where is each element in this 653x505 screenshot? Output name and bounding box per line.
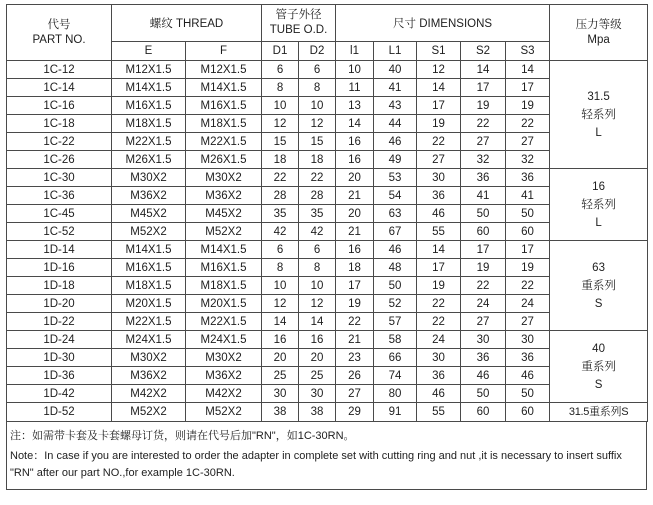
cell-part-no: 1C-22 [7, 133, 112, 151]
cell-dim-l1: 91 [374, 403, 417, 422]
cell-part-no: 1C-18 [7, 115, 112, 133]
cell-dim-s3: 41 [506, 187, 550, 205]
cell-dim-s2: 60 [461, 403, 506, 422]
cell-tube-d2: 25 [299, 367, 336, 385]
cell-tube-d1: 10 [262, 97, 299, 115]
cell-tube-d2: 12 [299, 295, 336, 313]
cell-tube-d2: 30 [299, 385, 336, 403]
cell-thread-e: M14X1.5 [112, 241, 186, 259]
cell-dim-s3: 14 [506, 61, 550, 79]
col-header-l1-small: l1 [336, 42, 374, 61]
cell-thread-e: M42X2 [112, 385, 186, 403]
tube-od-header [262, 5, 336, 42]
cell-dim-s3: 36 [506, 169, 550, 187]
cell-tube-d1: 8 [262, 79, 299, 97]
cell-thread-f: M26X1.5 [186, 151, 262, 169]
cell-thread-f: M24X1.5 [186, 331, 262, 349]
cell-tube-d2: 38 [299, 403, 336, 422]
col-header-s2: S2 [461, 42, 506, 61]
cell-dim-s2: 46 [461, 367, 506, 385]
cell-dim-l1: 63 [374, 205, 417, 223]
cell-dim-l1-small: 16 [336, 241, 374, 259]
cell-tube-d1: 20 [262, 349, 299, 367]
cell-dim-l1-small: 26 [336, 367, 374, 385]
cell-dim-s1: 14 [417, 79, 461, 97]
cell-dim-l1: 74 [374, 367, 417, 385]
cell-thread-e: M12X1.5 [112, 61, 186, 79]
cell-part-no: 1C-26 [7, 151, 112, 169]
cell-thread-f: M18X1.5 [186, 115, 262, 133]
cell-dim-s3: 19 [506, 259, 550, 277]
pressure-code: S [594, 378, 603, 391]
cell-dim-l1-small: 16 [336, 151, 374, 169]
cell-dim-s2: 17 [461, 79, 506, 97]
cell-dim-s1: 22 [417, 295, 461, 313]
pressure-series: 轻系列 [581, 108, 616, 121]
cell-dim-s3: 22 [506, 277, 550, 295]
cell-tube-d2: 6 [299, 61, 336, 79]
cell-tube-d2: 22 [299, 169, 336, 187]
cell-dim-s2: 17 [461, 241, 506, 259]
cell-dim-l1: 52 [374, 295, 417, 313]
cell-dim-s3: 24 [506, 295, 550, 313]
cell-dim-s1: 46 [417, 385, 461, 403]
cell-dim-s1: 22 [417, 313, 461, 331]
cell-dim-l1-small: 10 [336, 61, 374, 79]
cell-thread-f: M18X1.5 [186, 277, 262, 295]
part-no-header-cn: 代号 [47, 18, 71, 31]
cell-dim-s2: 50 [461, 385, 506, 403]
part-no-header [7, 5, 112, 61]
cell-thread-f: M20X1.5 [186, 295, 262, 313]
cell-dim-s2: 32 [461, 151, 506, 169]
cell-dim-l1: 50 [374, 277, 417, 295]
cell-dim-l1-small: 17 [336, 277, 374, 295]
cell-dim-s3: 32 [506, 151, 550, 169]
cell-thread-e: M22X1.5 [112, 133, 186, 151]
cell-dim-s3: 17 [506, 79, 550, 97]
cell-dim-l1-small: 21 [336, 331, 374, 349]
cell-thread-e: M22X1.5 [112, 313, 186, 331]
tube-od-header-en: TUBE O.D. [269, 24, 328, 36]
dimensions-table [6, 4, 648, 422]
cell-dim-s3: 50 [506, 385, 550, 403]
cell-part-no: 1D-52 [7, 403, 112, 422]
cell-dim-s3: 60 [506, 403, 550, 422]
cell-dim-s2: 19 [461, 259, 506, 277]
cell-tube-d2: 28 [299, 187, 336, 205]
cell-dim-s2: 27 [461, 133, 506, 151]
cell-thread-e: M26X1.5 [112, 151, 186, 169]
cell-tube-d1: 16 [262, 331, 299, 349]
cell-dim-l1: 57 [374, 313, 417, 331]
cell-tube-d2: 18 [299, 151, 336, 169]
table-row [7, 403, 648, 422]
cell-thread-e: M18X1.5 [112, 115, 186, 133]
cell-tube-d1: 10 [262, 277, 299, 295]
table-body [7, 61, 648, 422]
cell-dim-s1: 12 [417, 61, 461, 79]
cell-thread-f: M36X2 [186, 367, 262, 385]
cell-dim-l1: 67 [374, 223, 417, 241]
cell-thread-f: M52X2 [186, 223, 262, 241]
cell-tube-d1: 12 [262, 295, 299, 313]
cell-part-no: 1D-16 [7, 259, 112, 277]
pressure-class-cell [550, 169, 648, 241]
cell-tube-d2: 20 [299, 349, 336, 367]
cell-dim-s3: 19 [506, 97, 550, 115]
cell-thread-e: M18X1.5 [112, 277, 186, 295]
cell-part-no: 1D-36 [7, 367, 112, 385]
cell-thread-f: M52X2 [186, 403, 262, 422]
pressure-class-cell [550, 403, 648, 422]
col-header-s3: S3 [506, 42, 550, 61]
cell-dim-l1-small: 22 [336, 313, 374, 331]
cell-dim-s2: 14 [461, 61, 506, 79]
cell-tube-d2: 35 [299, 205, 336, 223]
header-row-top [7, 5, 648, 42]
cell-dim-l1-small: 23 [336, 349, 374, 367]
cell-dim-s3: 22 [506, 115, 550, 133]
cell-tube-d1: 12 [262, 115, 299, 133]
cell-part-no: 1C-45 [7, 205, 112, 223]
cell-tube-d1: 8 [262, 259, 299, 277]
cell-dim-s1: 55 [417, 403, 461, 422]
cell-thread-f: M22X1.5 [186, 313, 262, 331]
cell-dim-l1: 80 [374, 385, 417, 403]
pressure-header-cn: 压力等级 [575, 18, 622, 31]
cell-thread-e: M30X2 [112, 169, 186, 187]
cell-dim-l1-small: 16 [336, 133, 374, 151]
cell-dim-s2: 60 [461, 223, 506, 241]
cell-thread-f: M14X1.5 [186, 79, 262, 97]
cell-tube-d2: 10 [299, 277, 336, 295]
cell-tube-d1: 28 [262, 187, 299, 205]
cell-part-no: 1C-36 [7, 187, 112, 205]
cell-part-no: 1C-12 [7, 61, 112, 79]
cell-tube-d1: 6 [262, 61, 299, 79]
cell-dim-s3: 27 [506, 133, 550, 151]
table-row [7, 169, 648, 187]
cell-dim-l1: 46 [374, 241, 417, 259]
cell-dim-s1: 46 [417, 205, 461, 223]
cell-thread-e: M45X2 [112, 205, 186, 223]
cell-dim-s2: 36 [461, 349, 506, 367]
cell-thread-f: M36X2 [186, 187, 262, 205]
cell-thread-f: M45X2 [186, 205, 262, 223]
cell-dim-l1-small: 20 [336, 205, 374, 223]
cell-part-no: 1D-30 [7, 349, 112, 367]
cell-tube-d1: 14 [262, 313, 299, 331]
cell-dim-s3: 36 [506, 349, 550, 367]
cell-dim-s3: 30 [506, 331, 550, 349]
cell-dim-s1: 19 [417, 277, 461, 295]
cell-dim-s2: 19 [461, 97, 506, 115]
pressure-class-cell [550, 61, 648, 169]
cell-dim-l1: 44 [374, 115, 417, 133]
cell-thread-e: M24X1.5 [112, 331, 186, 349]
table-row [7, 61, 648, 79]
cell-thread-e: M20X1.5 [112, 295, 186, 313]
cell-dim-l1: 53 [374, 169, 417, 187]
tube-od-header-cn: 管子外径 [275, 9, 322, 21]
cell-dim-l1-small: 19 [336, 295, 374, 313]
cell-dim-s1: 27 [417, 151, 461, 169]
pressure-code: L [595, 216, 602, 229]
cell-dim-s2: 27 [461, 313, 506, 331]
cell-dim-s3: 50 [506, 205, 550, 223]
cell-tube-d1: 35 [262, 205, 299, 223]
note-en: Note：In case if you are interested to order the adapter in complete set with cutting ring and nut ,it is necessary to insert suffix "RN" after our part NO.,for example 1C-30RN. [10, 449, 622, 479]
cell-tube-d1: 18 [262, 151, 299, 169]
cell-tube-d1: 22 [262, 169, 299, 187]
cell-dim-s2: 24 [461, 295, 506, 313]
pressure-header-en: Mpa [587, 33, 610, 46]
pressure-class-cell [550, 331, 648, 403]
cell-dim-s1: 22 [417, 133, 461, 151]
cell-dim-s1: 14 [417, 241, 461, 259]
cell-dim-s2: 30 [461, 331, 506, 349]
pressure-class-cell [550, 241, 648, 331]
cell-tube-d1: 15 [262, 133, 299, 151]
cell-dim-l1: 41 [374, 79, 417, 97]
cell-tube-d2: 6 [299, 241, 336, 259]
pressure-code: S [594, 297, 603, 310]
cell-dim-l1: 58 [374, 331, 417, 349]
cell-dim-l1-small: 13 [336, 97, 374, 115]
cell-dim-s3: 60 [506, 223, 550, 241]
cell-dim-s1: 17 [417, 97, 461, 115]
cell-thread-f: M30X2 [186, 169, 262, 187]
cell-thread-e: M30X2 [112, 349, 186, 367]
cell-part-no: 1D-22 [7, 313, 112, 331]
cell-dim-s3: 17 [506, 241, 550, 259]
cell-tube-d1: 30 [262, 385, 299, 403]
pressure-series: 重系列 [581, 279, 616, 292]
cell-tube-d1: 6 [262, 241, 299, 259]
dimensions-header: 尺寸 DIMENSIONS [336, 5, 550, 42]
cell-dim-s1: 55 [417, 223, 461, 241]
cell-dim-s2: 22 [461, 115, 506, 133]
cell-dim-s2: 22 [461, 277, 506, 295]
pressure-class-label: 31.5重系列S [568, 406, 629, 418]
cell-dim-s2: 50 [461, 205, 506, 223]
cell-dim-l1-small: 27 [336, 385, 374, 403]
col-header-s1: S1 [417, 42, 461, 61]
cell-dim-l1-small: 20 [336, 169, 374, 187]
cell-thread-f: M16X1.5 [186, 259, 262, 277]
cell-tube-d2: 12 [299, 115, 336, 133]
cell-dim-l1-small: 29 [336, 403, 374, 422]
cell-thread-e: M14X1.5 [112, 79, 186, 97]
cell-part-no: 1D-24 [7, 331, 112, 349]
cell-thread-e: M36X2 [112, 367, 186, 385]
cell-thread-f: M14X1.5 [186, 241, 262, 259]
cell-thread-f: M16X1.5 [186, 97, 262, 115]
cell-tube-d2: 14 [299, 313, 336, 331]
cell-thread-e: M52X2 [112, 403, 186, 422]
order-note [6, 422, 647, 490]
pressure-value: 63 [592, 261, 605, 274]
col-header-d2: D2 [299, 42, 336, 61]
cell-part-no: 1D-14 [7, 241, 112, 259]
cell-dim-s2: 36 [461, 169, 506, 187]
col-header-e: E [112, 42, 186, 61]
pressure-series: 重系列 [581, 360, 616, 373]
cell-tube-d2: 42 [299, 223, 336, 241]
cell-dim-l1: 66 [374, 349, 417, 367]
cell-tube-d2: 8 [299, 259, 336, 277]
pressure-value: 16 [592, 180, 605, 193]
cell-dim-s1: 36 [417, 187, 461, 205]
cell-dim-s1: 17 [417, 259, 461, 277]
cell-thread-f: M30X2 [186, 349, 262, 367]
cell-dim-l1: 54 [374, 187, 417, 205]
cell-thread-f: M22X1.5 [186, 133, 262, 151]
col-header-f: F [186, 42, 262, 61]
cell-thread-e: M52X2 [112, 223, 186, 241]
cell-dim-s1: 19 [417, 115, 461, 133]
cell-dim-l1: 49 [374, 151, 417, 169]
cell-dim-l1-small: 18 [336, 259, 374, 277]
cell-part-no: 1D-20 [7, 295, 112, 313]
cell-dim-l1: 43 [374, 97, 417, 115]
table-row [7, 241, 648, 259]
pressure-value: 40 [592, 342, 605, 355]
cell-dim-l1-small: 21 [336, 223, 374, 241]
thread-header: 螺纹 THREAD [112, 5, 262, 42]
cell-thread-f: M12X1.5 [186, 61, 262, 79]
pressure-code: L [595, 126, 602, 139]
cell-part-no: 1D-18 [7, 277, 112, 295]
cell-part-no: 1D-42 [7, 385, 112, 403]
cell-dim-l1: 48 [374, 259, 417, 277]
col-header-d1: D1 [262, 42, 299, 61]
cell-tube-d2: 15 [299, 133, 336, 151]
cell-dim-l1: 40 [374, 61, 417, 79]
cell-part-no: 1C-14 [7, 79, 112, 97]
note-cn: 注：如需带卡套及卡套螺母订货，则请在代号后加"RN"，如1C-30RN。 [10, 430, 355, 442]
cell-tube-d1: 38 [262, 403, 299, 422]
cell-tube-d2: 10 [299, 97, 336, 115]
cell-thread-f: M42X2 [186, 385, 262, 403]
cell-dim-s1: 36 [417, 367, 461, 385]
part-no-header-en: PART NO. [32, 33, 86, 46]
cell-thread-e: M36X2 [112, 187, 186, 205]
pressure-series: 轻系列 [581, 198, 616, 211]
cell-dim-l1-small: 21 [336, 187, 374, 205]
cell-dim-s3: 46 [506, 367, 550, 385]
cell-tube-d1: 25 [262, 367, 299, 385]
cell-part-no: 1C-30 [7, 169, 112, 187]
cell-thread-e: M16X1.5 [112, 259, 186, 277]
table-row [7, 331, 648, 349]
col-header-l1: L1 [374, 42, 417, 61]
cell-dim-s3: 27 [506, 313, 550, 331]
cell-dim-s1: 30 [417, 349, 461, 367]
cell-tube-d2: 8 [299, 79, 336, 97]
pressure-header [550, 5, 648, 61]
spec-sheet [6, 4, 647, 490]
cell-dim-l1-small: 11 [336, 79, 374, 97]
cell-part-no: 1C-52 [7, 223, 112, 241]
cell-dim-l1-small: 14 [336, 115, 374, 133]
cell-dim-s2: 41 [461, 187, 506, 205]
cell-dim-s1: 24 [417, 331, 461, 349]
pressure-value: 31.5 [587, 90, 610, 103]
cell-dim-l1: 46 [374, 133, 417, 151]
cell-tube-d2: 16 [299, 331, 336, 349]
cell-thread-e: M16X1.5 [112, 97, 186, 115]
cell-tube-d1: 42 [262, 223, 299, 241]
cell-dim-s1: 30 [417, 169, 461, 187]
cell-part-no: 1C-16 [7, 97, 112, 115]
